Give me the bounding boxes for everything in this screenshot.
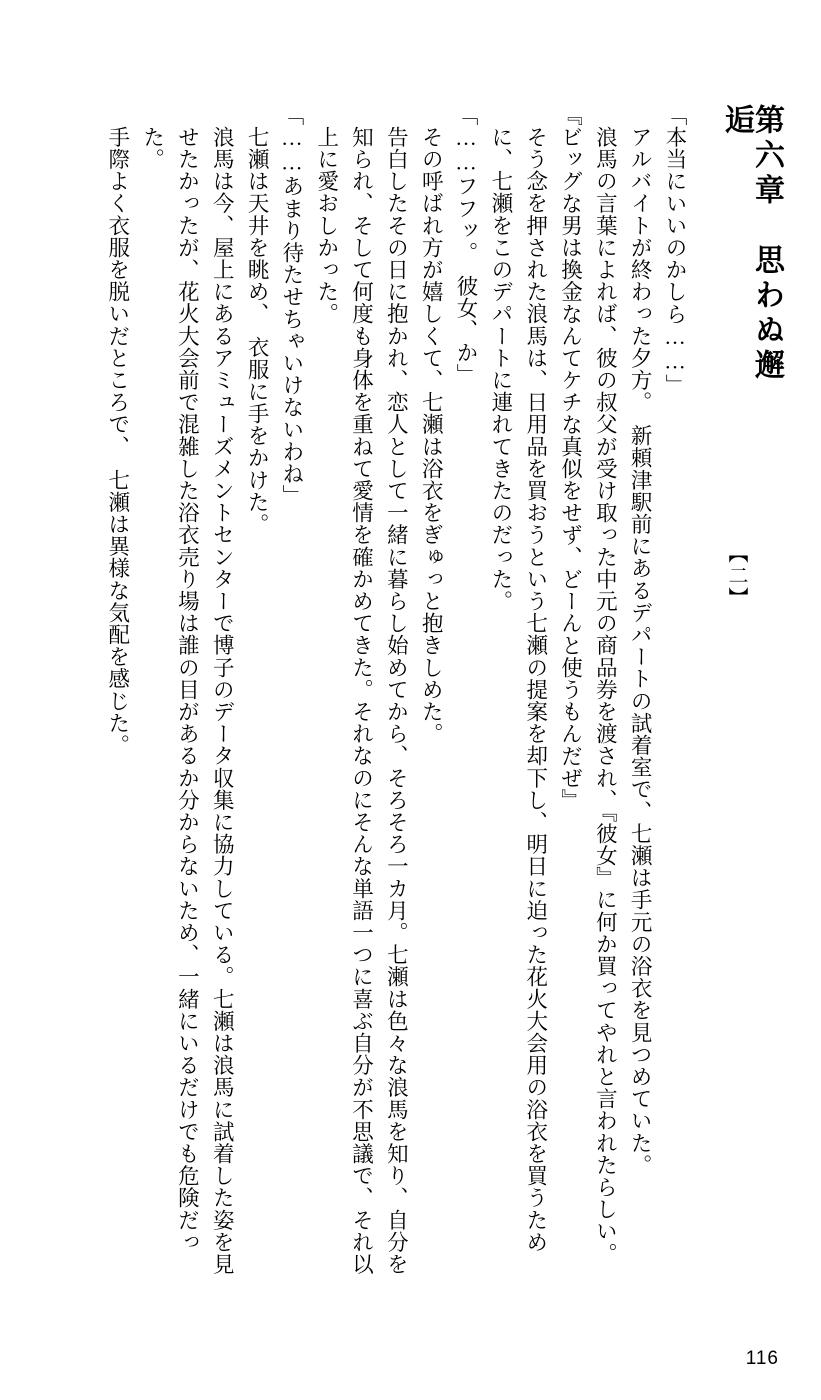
vertical-text-body bbox=[81, 104, 781, 1284]
section-number: 【二】 bbox=[725, 543, 747, 609]
paragraph: アルバイトが終わった夕方。 新頼津駅前にあるデパートの試着室で、七瀬は手元の浴衣を見つめていた。 bbox=[628, 126, 653, 1177]
chapter-title: 第六章 思わぬ邂逅 bbox=[720, 104, 783, 384]
paragraph: 『ビッグな男は換金なんてケチな真似をせず、どーんと使うもんだぜ』 bbox=[558, 104, 583, 812]
body-text bbox=[100, 104, 692, 1284]
page-number: 116 bbox=[745, 1348, 779, 1369]
paragraph: 「……フフッ。 彼女、か」 bbox=[454, 104, 479, 386]
paragraph: 「……あまり待たせちゃいけないわね」 bbox=[279, 104, 304, 507]
paragraph: 浪馬の言葉によれば、彼の叔父が受け取った中元の商品券を渡され、『彼女』に何か買ってやれと言われたらしい。 bbox=[593, 126, 618, 1265]
paragraph: 告白したその日に抱かれ、恋人として一緒に暮らし始めてから、そろそろ一カ月。七瀬は色々な浪馬を知り、自分を知られ、そして何度も身体を重ねて愛情を確かめてきた。それなのにそんな単語一つに喜ぶ自分が不思議で、それ以上に愛おしかった。 bbox=[314, 126, 409, 1276]
paragraph: 「本当にいいのかしら……」 bbox=[663, 104, 687, 397]
paragraph: 浪馬は今、屋上にあるアミューズメントセンターで博子のデータ収集に協力している。七瀬は浪馬に試着した姿を見せたかったが、花火大会前で混雑した浴衣売り場は誰の目があるか分からないため、一緒にいるだけでも危険だった。 bbox=[140, 126, 235, 1276]
paragraph: その呼ばれ方が嬉しくて、七瀬は浴衣をぎゅっと抱きしめた。 bbox=[419, 126, 444, 745]
paragraph: 手際よく衣服を脱いだところで、 七瀬は異様な気配を感じた。 bbox=[105, 126, 130, 757]
paragraph: 七瀬は天井を眺め、 衣服に手をかけた。 bbox=[245, 126, 270, 536]
paragraph: そう念を押された浪馬は、日用品を買おうという七瀬の提案を却下し、明日に迫った花火大会用の浴衣を買うために、七瀬をこのデパートに連れてきたのだった。 bbox=[488, 126, 548, 1254]
